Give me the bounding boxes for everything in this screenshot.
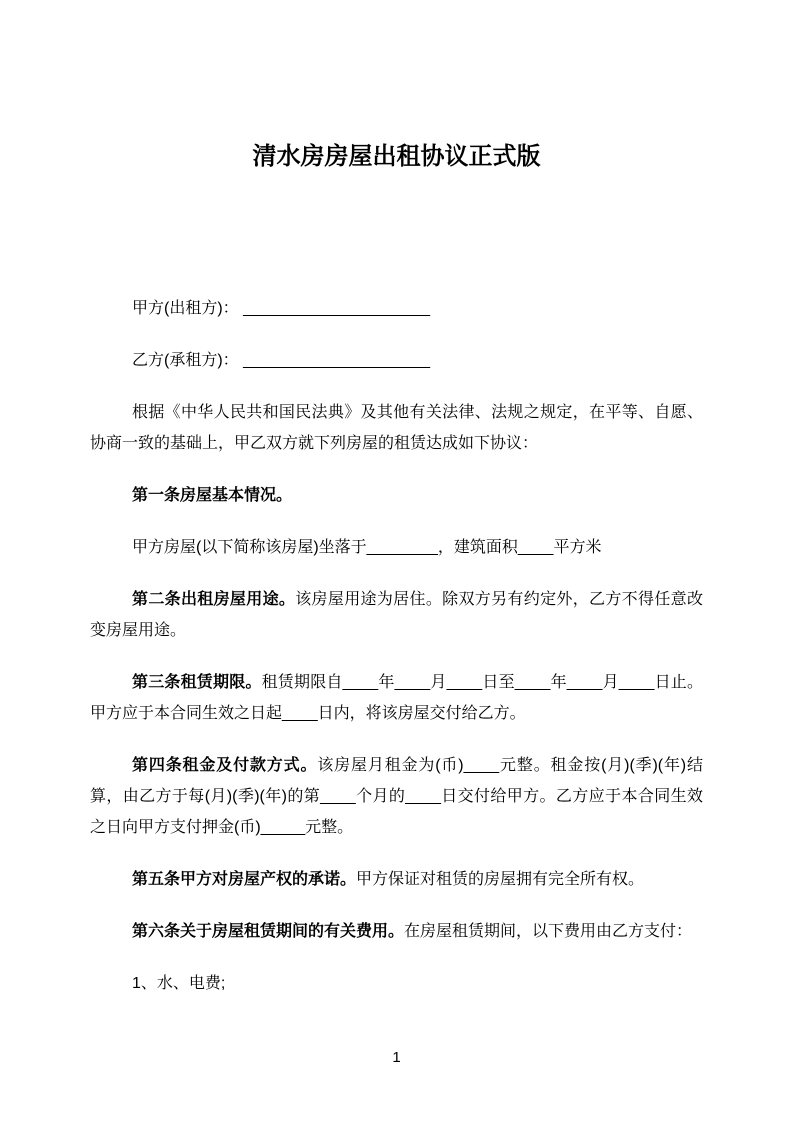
paragraph-text: 租赁期限自____年____月____日至____年____月____日止。甲方应于本合同生效之日起____日内，将该房屋交付给乙方。	[90, 674, 703, 722]
paragraph-text: 该房屋月租金为(币)____元整。租金按(月)(季)(年)结算，由乙方于每(月)(季)(年)的第____个月的____日交付给甲方。乙方应于本合同生效之日向甲方支付押金(币)_____元整。	[90, 757, 703, 836]
preamble-paragraph	[90, 397, 703, 459]
paragraph-text: 甲方房屋(以下简称该房屋)坐落于________，建筑面积____平方米	[132, 539, 602, 556]
party-a-label: 甲方(出租方)：	[132, 300, 239, 317]
paragraph-lead: 第四条租金及付款方式。	[132, 757, 318, 774]
party-a-line	[90, 293, 703, 324]
page-number: 1	[392, 1049, 401, 1066]
paragraph-text: 该房屋用途为居住。除双方另有约定外，乙方不得任意改变房屋用途。	[90, 591, 703, 639]
party-b-label: 乙方(承租方)：	[132, 352, 239, 369]
paragraph-lead: 第二条出租房屋用途。	[132, 591, 296, 608]
article-3-paragraph	[90, 667, 703, 729]
paragraph-text: 在房屋租赁期间，以下费用由乙方支付：	[404, 923, 693, 940]
article-1-heading	[90, 480, 703, 511]
house-location-paragraph	[90, 532, 703, 563]
paragraph-text: 1、水、电费;	[132, 975, 226, 992]
document-title: 清水房房屋出租协议正式版	[252, 143, 541, 170]
article-5-paragraph	[90, 864, 703, 895]
paragraph-lead: 第六条关于房屋租赁期间的有关费用。	[132, 923, 405, 940]
paragraph-lead: 第一条房屋基本情况。	[132, 487, 293, 504]
party-a-blank-field: _____________________	[243, 300, 430, 317]
paragraph-text: 根据《中华人民共和国民法典》及其他有关法律、法规之规定，在平等、自愿、协商一致的基础上，甲乙双方就下列房屋的租赁达成如下协议：	[90, 404, 703, 452]
article-4-paragraph	[90, 750, 703, 843]
party-b-line	[90, 345, 703, 376]
article-6-paragraph	[90, 916, 703, 947]
fees-item-1	[90, 968, 703, 999]
paragraph-text: 甲方保证对租赁的房屋拥有完全所有权。	[356, 871, 645, 888]
paragraph-lead: 第五条甲方对房屋产权的承诺。	[132, 871, 357, 888]
article-2-paragraph	[90, 584, 703, 646]
paragraph-lead: 第三条租赁期限。	[132, 674, 262, 691]
party-b-blank-field: _____________________	[243, 352, 430, 369]
